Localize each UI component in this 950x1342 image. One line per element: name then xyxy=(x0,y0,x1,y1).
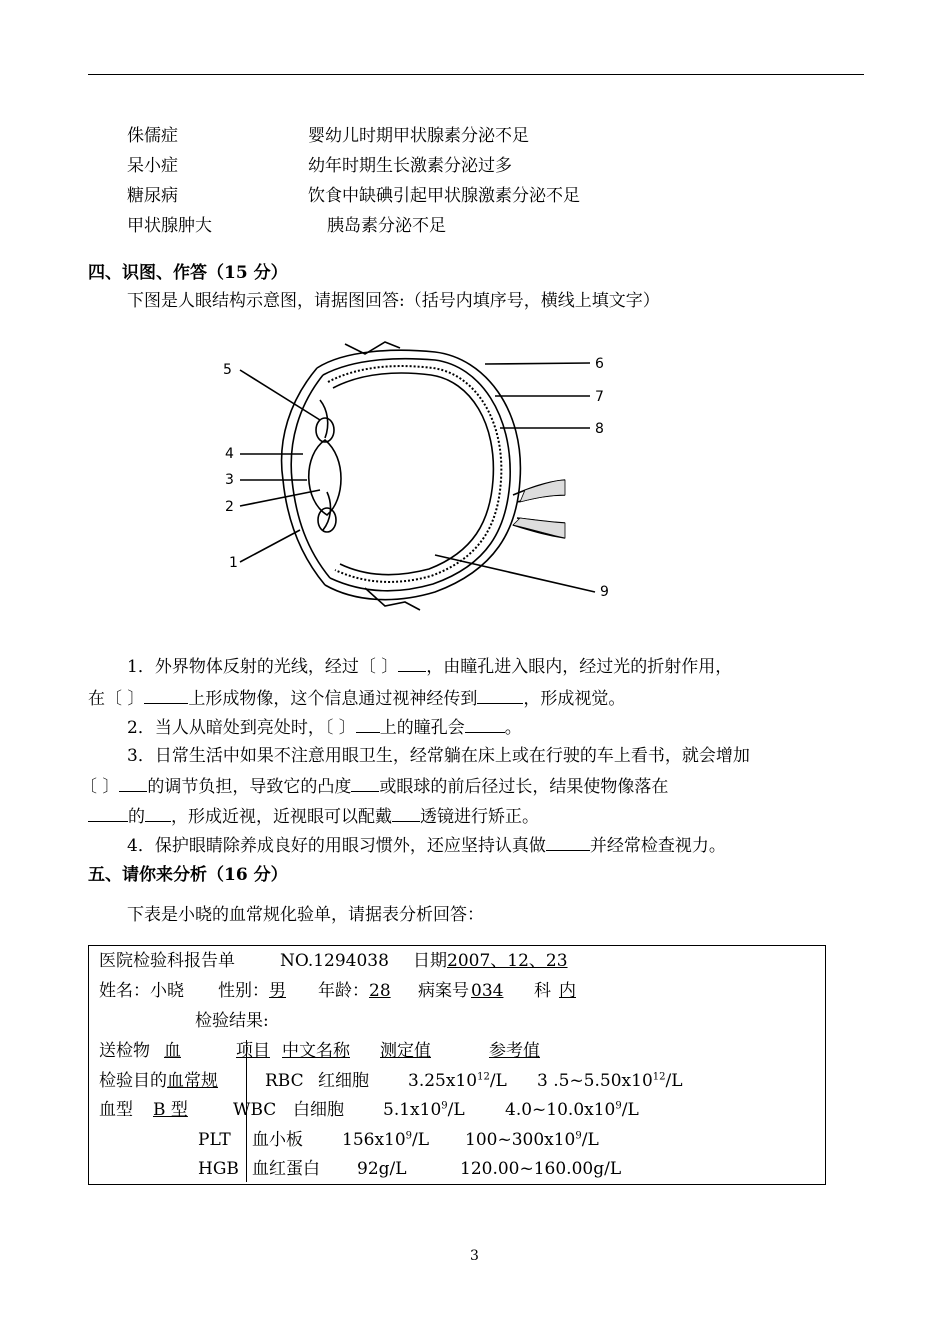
report-specimen: 送检物 血 xyxy=(99,1041,181,1061)
report-name: 姓名：小晓 xyxy=(99,981,184,1001)
q2: 2．当人从暗处到亮处时，〔 〕 上的瞳孔会 。 xyxy=(127,718,522,738)
eye-label-7: 7 xyxy=(595,389,604,405)
cause-2: 幼年时期生长激素分泌过多 xyxy=(308,156,512,176)
q1-line1: 1．外界物体反射的光线，经过〔 〕 ，由瞳孔进入眼内，经过光的折射作用， xyxy=(127,657,733,677)
report-age: 年龄：28 xyxy=(318,981,391,1001)
report-purpose: 检验目的血常规 xyxy=(99,1071,218,1091)
report-no: NO.1294038 xyxy=(280,951,389,971)
eye-label-3: 3 xyxy=(225,472,234,488)
row-rbc-name: 红细胞 xyxy=(318,1071,369,1091)
cause-4: 胰岛素分泌不足 xyxy=(327,216,446,236)
disease-1: 侏儒症 xyxy=(127,126,178,146)
eye-label-8: 8 xyxy=(595,421,604,437)
row-rbc-code: RBC xyxy=(265,1071,304,1091)
eye-label-2: 2 xyxy=(225,499,234,515)
row-hgb-value: 92g/L xyxy=(357,1159,407,1179)
eye-label-4: 4 xyxy=(225,446,234,462)
q4: 4．保护眼睛除养成良好的用眼习惯外，还应坚持认真做 并经常检查视力。 xyxy=(127,836,726,856)
report-case: 病案号 034 xyxy=(418,981,504,1001)
report-dept: 科 内 xyxy=(534,981,576,1001)
eye-label-6: 6 xyxy=(595,356,604,372)
q1-line2: 在〔 〕 上形成物像，这个信息通过视神经传到 ，形成视觉。 xyxy=(88,689,626,709)
disease-3: 糖尿病 xyxy=(127,186,178,206)
report-result-label: 检验结果: xyxy=(195,1011,269,1031)
eye-label-1: 1 xyxy=(229,555,238,571)
row-wbc-value: $5.1x10^9/L$ xyxy=(383,1100,465,1120)
report-blood-type: 血型 B 型 xyxy=(99,1100,188,1120)
page-number: 3 xyxy=(470,1248,479,1264)
report-headers: 项目 中文名称 测定值 参考值 xyxy=(236,1041,540,1061)
disease-4: 甲状腺肿大 xyxy=(127,216,212,236)
report-sex: 性别：男 xyxy=(218,981,286,1001)
report-title: 医院检验科报告单 xyxy=(99,951,235,971)
section4-heading: 四、识图、作答（15 分） xyxy=(88,263,288,283)
cause-3: 饮食中缺碘引起甲状腺激素分泌不足 xyxy=(308,186,580,206)
q3-line3: 的 ，形成近视，近视眼可以配戴 透镜进行矫正。 xyxy=(88,805,539,828)
row-plt-code: PLT xyxy=(198,1130,231,1150)
row-rbc-ref: 3 $.5\sim 5.50x10^{12}/L$ xyxy=(537,1071,683,1091)
q3-line1: 3．日常生活中如果不注意用眼卫生，经常躺在床上或在行驶的车上看书，就会增加 xyxy=(127,746,750,766)
row-plt-ref: $100\sim 300x10^9/L$ xyxy=(465,1130,599,1150)
eye-label-9: 9 xyxy=(600,584,609,600)
eye-diagram xyxy=(195,330,615,615)
header-rule xyxy=(88,74,864,75)
q3-line2: 〔 〕 的调节负担，导致它的凸度 或眼球的前后径过长，结果使物像落在 xyxy=(80,777,669,797)
row-plt-name: 血小板 xyxy=(252,1130,303,1150)
section5-intro: 下表是小晓的血常规化验单，请据表分析回答： xyxy=(127,905,484,925)
row-wbc-ref: $4.0\sim 10.0x10^9/L$ xyxy=(505,1100,639,1120)
row-wbc-code: WBC xyxy=(233,1100,277,1120)
section4-intro: 下图是人眼结构示意图，请据图回答:（括号内填序号，横线上填文字） xyxy=(127,291,660,311)
report-date: 日期2007、12、23 xyxy=(413,951,568,971)
row-hgb-name: 血红蛋白 xyxy=(252,1159,320,1179)
cause-1: 婴幼儿时期甲状腺素分泌不足 xyxy=(308,126,529,146)
row-rbc-value: $3.25x10^{12}/L$ xyxy=(408,1071,507,1091)
row-wbc-name: 白细胞 xyxy=(293,1100,344,1120)
eye-label-5: 5 xyxy=(223,362,232,378)
row-hgb-code: HGB xyxy=(198,1159,239,1179)
row-hgb-ref: 120.00~160.00g/L xyxy=(460,1159,622,1179)
section5-heading: 五、请你来分析（16 分） xyxy=(88,865,288,885)
row-plt-value: $156x10^9/L$ xyxy=(342,1130,430,1150)
disease-2: 呆小症 xyxy=(127,156,178,176)
